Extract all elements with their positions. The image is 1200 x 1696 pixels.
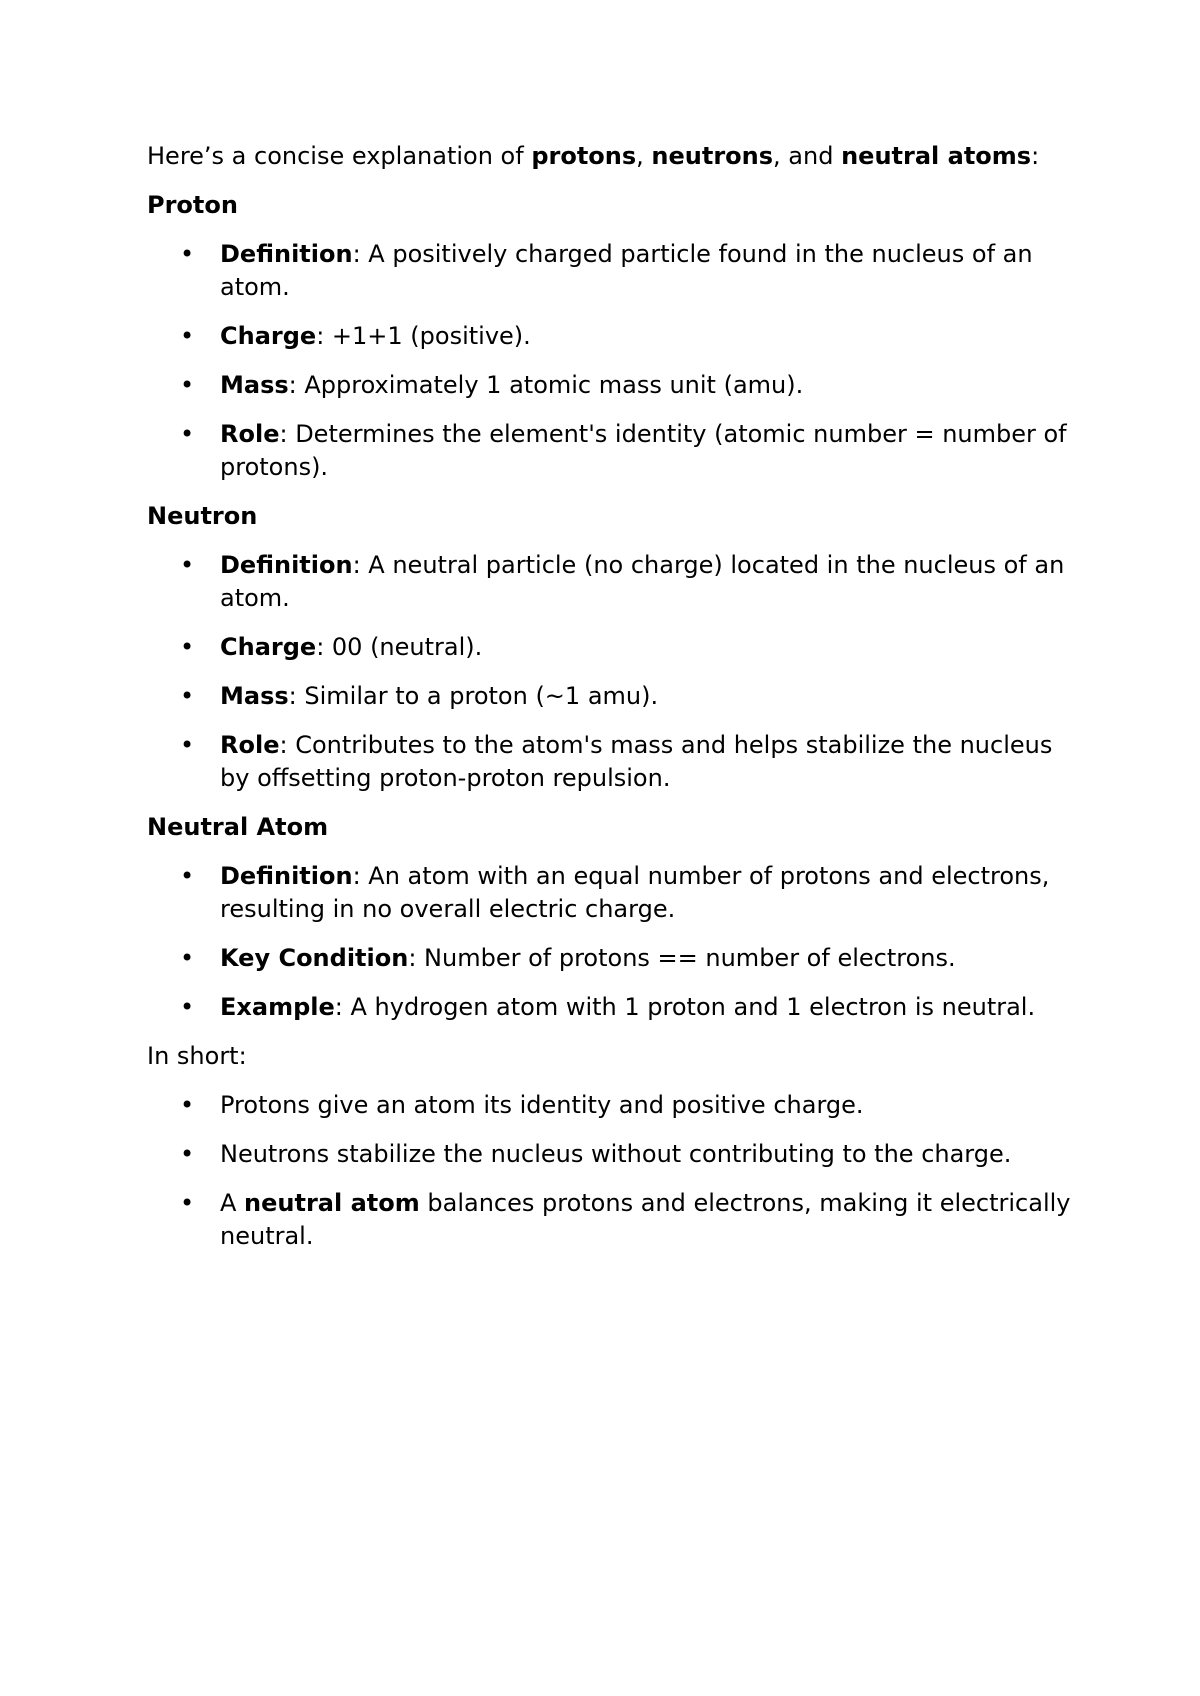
- list-item: • Protons give an atom its identity and positive charge.: [147, 1089, 1087, 1122]
- neutral-atom-heading: Neutral Atom: [147, 813, 329, 841]
- item-text: : A positively charged particle found in the nucleus of an atom.: [220, 240, 1033, 301]
- item-text: : Similar to a proton (~1 amu).: [288, 682, 659, 710]
- list-item: • Neutrons stabilize the nucleus without contributing to the charge.: [147, 1138, 1087, 1171]
- intro-term-protons: protons: [531, 142, 637, 170]
- item-text: balances protons and electrons, making it electrically neutral.: [220, 1189, 1071, 1250]
- intro-paragraph: [147, 140, 1087, 173]
- intro-separator: ,: [636, 142, 652, 170]
- list-item: [147, 680, 1087, 713]
- item-text: : A neutral particle (no charge) located in the nucleus of an atom.: [220, 551, 1065, 612]
- neutron-heading: Neutron: [147, 502, 258, 530]
- proton-list: [147, 238, 1087, 484]
- list-item: [147, 238, 1087, 304]
- list-item: [147, 631, 1087, 664]
- list-item: [147, 549, 1087, 615]
- item-label: Definition: [220, 551, 353, 579]
- list-item: [147, 729, 1087, 795]
- list-item: [147, 418, 1087, 484]
- intro-term-neutral-atoms: neutral atoms: [841, 142, 1032, 170]
- proton-heading: Proton: [147, 191, 238, 219]
- item-text: : Contributes to the atom's mass and helps stabilize the nucleus by offsetting proton-proton repulsion.: [220, 731, 1053, 792]
- intro-colon: :: [1031, 142, 1040, 170]
- item-label: Key Condition: [220, 944, 409, 972]
- item-text: : +1+1 (positive).: [316, 322, 531, 350]
- list-item: [147, 1187, 1087, 1253]
- neutron-list: [147, 549, 1087, 795]
- item-text: : Number of protons == number of electrons.: [408, 944, 956, 972]
- item-label: Charge: [220, 322, 317, 350]
- item-label: Mass: [220, 682, 289, 710]
- document-page: [147, 140, 1087, 1269]
- list-item: [147, 942, 1087, 975]
- item-label: Definition: [220, 862, 353, 890]
- item-text: : Determines the element's identity (atomic number = number of protons).: [220, 420, 1067, 481]
- summary-heading: In short:: [147, 1042, 247, 1070]
- item-text: : A hydrogen atom with 1 proton and 1 electron is neutral.: [334, 993, 1036, 1021]
- list-item: [147, 369, 1087, 402]
- summary-list: [147, 1089, 1087, 1253]
- list-item: [147, 320, 1087, 353]
- item-label: Mass: [220, 371, 289, 399]
- item-label: Role: [220, 420, 280, 448]
- item-text: : Approximately 1 atomic mass unit (amu).: [288, 371, 804, 399]
- intro-term-neutrons: neutrons: [651, 142, 774, 170]
- item-text: : 00 (neutral).: [316, 633, 483, 661]
- intro-separator: , and: [773, 142, 842, 170]
- item-text: A: [220, 1189, 245, 1217]
- item-text: : An atom with an equal number of protons and electrons, resulting in no overall electric charge.: [220, 862, 1050, 923]
- item-emphasis: neutral atom: [244, 1189, 420, 1217]
- neutral-atom-list: [147, 860, 1087, 1024]
- list-item: [147, 860, 1087, 926]
- list-item: [147, 991, 1087, 1024]
- item-label: Example: [220, 993, 335, 1021]
- item-label: Role: [220, 731, 280, 759]
- intro-text: Here’s a concise explanation of: [147, 142, 532, 170]
- item-label: Charge: [220, 633, 317, 661]
- item-label: Definition: [220, 240, 353, 268]
